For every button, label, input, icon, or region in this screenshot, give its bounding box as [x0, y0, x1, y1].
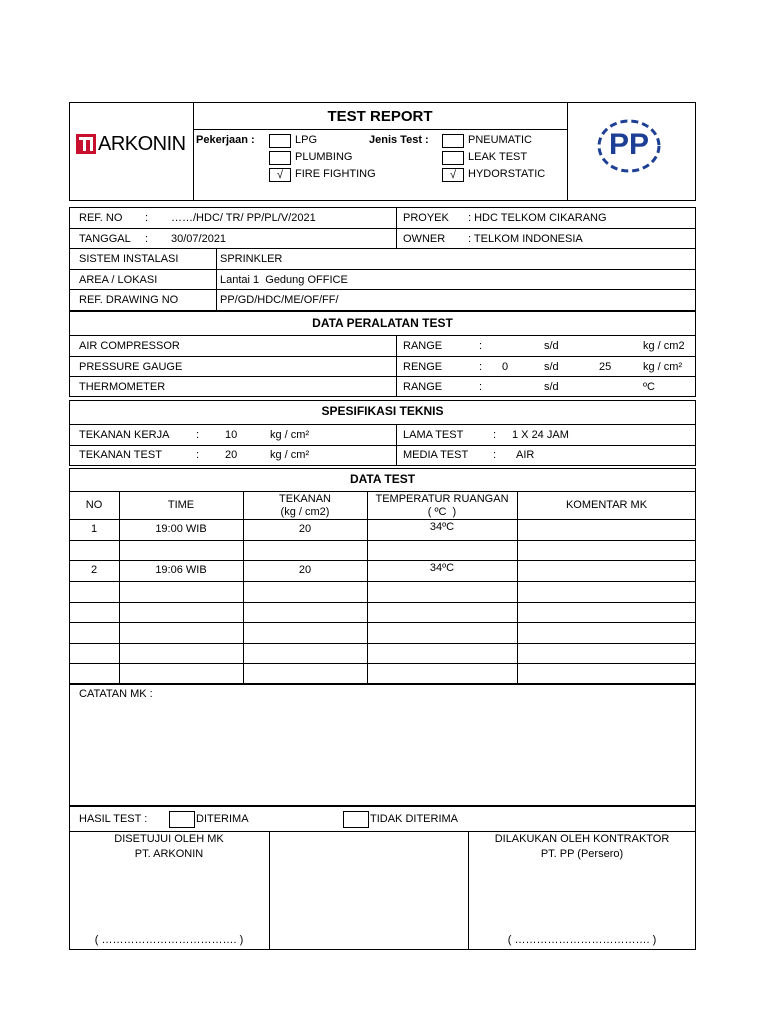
media-test-label: MEDIA TEST	[403, 449, 469, 461]
table-row	[69, 663, 696, 684]
peralatan-unit: kg / cm²	[643, 361, 683, 373]
header-tekanan-unit: (kg / cm2)	[280, 506, 330, 518]
header-temperatur-unit: ( ºC )	[427, 506, 457, 518]
peralatan-colon: :	[479, 340, 483, 352]
catatan-label: CATATAN MK :	[79, 688, 153, 700]
divider	[69, 491, 696, 492]
tekanan-test-label: TEKANAN TEST	[79, 449, 162, 461]
divider	[193, 129, 567, 130]
table-row	[69, 540, 696, 561]
divider	[69, 602, 696, 603]
pekerjaan-lpg-checkbox[interactable]	[269, 134, 291, 148]
cell-temp: 34ºC	[429, 562, 455, 575]
peralatan-title: DATA PERALATAN TEST	[312, 316, 453, 330]
sign-right-company: PT. PP (Persero)	[540, 848, 624, 860]
peralatan-range-label: RENGE	[403, 361, 443, 373]
pekerjaan-fire-fighting-checkbox[interactable]: √	[269, 168, 291, 182]
jenis-pneumatic-checkbox[interactable]	[442, 134, 464, 148]
table-row	[69, 643, 696, 664]
divider	[69, 289, 696, 290]
divider	[396, 207, 397, 249]
sistem-value: SPRINKLER	[220, 253, 283, 265]
spesifikasi-title: SPESIFIKASI TEKNIS	[321, 404, 444, 418]
cell-tekanan: 20	[298, 523, 312, 535]
table-row	[69, 622, 696, 643]
arkonin-logo	[76, 132, 190, 156]
tekanan-test-colon: :	[196, 449, 200, 461]
divider	[69, 335, 696, 336]
divider	[396, 335, 397, 397]
drawing-label: REF. DRAWING NO	[79, 294, 179, 306]
tidak-diterima-checkbox[interactable]	[343, 811, 369, 828]
proyek-label: PROYEK	[403, 212, 449, 224]
jenis-leak-test-label: LEAK TEST	[468, 151, 528, 163]
divider	[69, 560, 696, 561]
data-test-title: DATA TEST	[349, 472, 416, 486]
divider	[216, 248, 217, 311]
page-title: TEST REPORT	[327, 108, 433, 125]
tekanan-kerja-colon: :	[196, 429, 200, 441]
divider	[396, 424, 397, 466]
diterima-checkbox[interactable]	[169, 811, 195, 828]
tidak-diterima-label: TIDAK DITERIMA	[370, 813, 459, 825]
sign-left-company: PT. ARKONIN	[134, 848, 204, 860]
pekerjaan-label: Pekerjaan :	[196, 134, 255, 146]
catatan-block	[69, 684, 696, 806]
sign-left-title: DISETUJUI OLEH MK	[114, 833, 224, 845]
divider	[69, 376, 696, 377]
hasil-label: HASIL TEST :	[79, 813, 148, 825]
cell-no: 1	[90, 523, 98, 535]
tekanan-test-value: 20	[225, 449, 238, 461]
divider	[69, 445, 696, 446]
sign-right-title: DILAKUKAN OLEH KONTRAKTOR	[494, 833, 670, 845]
cell-tekanan: 20	[298, 564, 312, 577]
peralatan-range-label: RANGE	[403, 381, 443, 393]
sistem-label: SISTEM INSTALASI	[79, 253, 179, 265]
peralatan-from: 0	[502, 361, 509, 373]
arkonin-logo-text: ARKONIN	[98, 133, 186, 155]
divider	[69, 269, 696, 270]
table-row	[69, 581, 696, 602]
header-no: NO	[85, 499, 103, 511]
peralatan-to: 25	[599, 361, 612, 373]
peralatan-sd: s/d	[544, 361, 559, 373]
peralatan-colon: :	[479, 361, 483, 373]
divider	[69, 248, 696, 249]
cell-time: 19:00 WIB	[155, 523, 207, 535]
cell-time: 19:06 WIB	[155, 564, 207, 577]
pp-logo-text: PP	[608, 128, 650, 161]
peralatan-name: AIR COMPRESSOR	[79, 340, 180, 352]
sign-right-blank: ( ………………………………. )	[507, 934, 657, 946]
tekanan-kerja-label: TEKANAN KERJA	[79, 429, 170, 441]
peralatan-name: THERMOMETER	[79, 381, 166, 393]
header-tekanan: TEKANAN	[279, 493, 331, 505]
jenis-pneumatic-label: PNEUMATIC	[468, 134, 532, 146]
tekanan-test-unit: kg / cm²	[270, 449, 310, 461]
divider	[69, 663, 696, 664]
owner-value: : TELKOM INDONESIA	[468, 233, 583, 245]
divider	[69, 581, 696, 582]
jenis-hydrostatic-label: HYDORSTATIC	[468, 168, 546, 180]
area-value: Lantai 1 Gedung OFFICE	[220, 274, 348, 286]
divider	[69, 622, 696, 623]
divider	[69, 424, 696, 425]
peralatan-sd: s/d	[544, 381, 559, 393]
peralatan-colon: :	[479, 381, 483, 393]
pp-logo	[594, 117, 664, 175]
peralatan-unit: kg / cm2	[643, 340, 685, 352]
pekerjaan-lpg-label: LPG	[295, 134, 318, 146]
ref-no-value: ……/HDC/ TR/ PP/PL/V/2021	[171, 212, 316, 224]
ref-no-label: REF. NO	[79, 212, 123, 224]
divider	[567, 102, 568, 201]
cell-no: 2	[90, 564, 98, 577]
jenis-test-label: Jenis Test :	[369, 134, 429, 146]
lama-test-label: LAMA TEST	[403, 429, 464, 441]
media-test-value: AIR	[516, 449, 535, 461]
tanggal-colon: :	[145, 233, 149, 245]
lama-test-value: 1 X 24 JAM	[512, 429, 569, 441]
peralatan-name: PRESSURE GAUGE	[79, 361, 183, 373]
divider	[69, 643, 696, 644]
divider	[69, 540, 696, 541]
drawing-value: PP/GD/HDC/ME/OF/FF/	[220, 294, 339, 306]
owner-label: OWNER	[403, 233, 446, 245]
diterima-label: DITERIMA	[196, 813, 249, 825]
header-komentar: KOMENTAR MK	[565, 499, 648, 511]
media-test-colon: :	[493, 449, 497, 461]
proyek-value: : HDC TELKOM CIKARANG	[468, 212, 607, 224]
pekerjaan-plumbing-checkbox[interactable]	[269, 151, 291, 165]
tekanan-kerja-unit: kg / cm²	[270, 429, 310, 441]
divider	[69, 228, 696, 229]
pekerjaan-fire-fighting-label: FIRE FIGHTING	[295, 168, 376, 180]
peralatan-range-label: RANGE	[403, 340, 443, 352]
tanggal-value: 30/07/2021	[171, 233, 227, 245]
sign-left-blank: ( ………………………………. )	[94, 934, 244, 946]
ref-no-colon: :	[145, 212, 149, 224]
arkonin-logo-mark-icon	[76, 134, 96, 154]
header-time: TIME	[167, 499, 195, 511]
lama-test-colon: :	[493, 429, 497, 441]
peralatan-sd: s/d	[544, 340, 559, 352]
table-row	[69, 602, 696, 623]
area-label: AREA / LOKASI	[79, 274, 158, 286]
tanggal-label: TANGGAL	[79, 233, 131, 245]
jenis-hydrostatic-checkbox[interactable]: √	[442, 168, 464, 182]
cell-temp: 34ºC	[429, 521, 455, 533]
peralatan-unit: ºC	[643, 381, 655, 393]
jenis-leak-test-checkbox[interactable]	[442, 151, 464, 165]
divider	[269, 832, 270, 950]
header-temperatur: TEMPERATUR RUANGAN	[375, 493, 509, 505]
divider	[69, 356, 696, 357]
tekanan-kerja-value: 10	[225, 429, 238, 441]
pekerjaan-plumbing-label: PLUMBING	[295, 151, 353, 163]
